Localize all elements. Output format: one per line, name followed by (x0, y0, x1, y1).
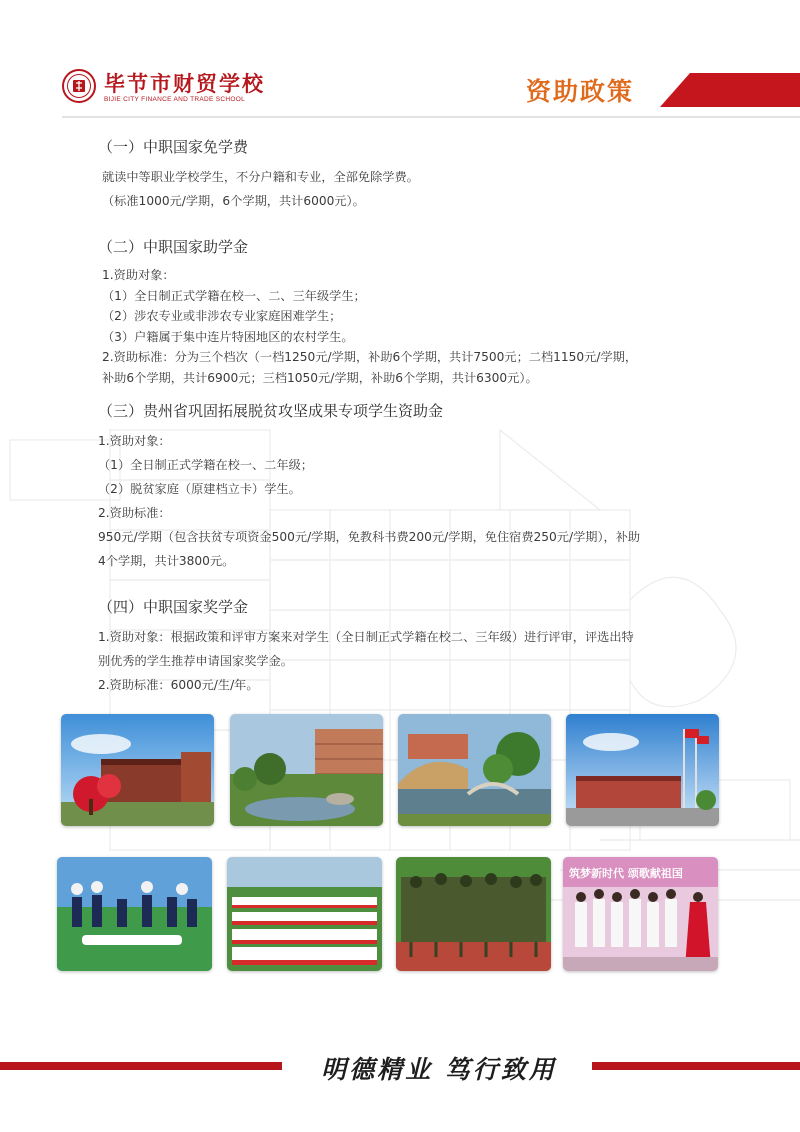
header-divider (62, 116, 800, 118)
section-national-scholarship (98, 596, 738, 697)
section-text-line: 1.资助对象：根据政策和评审方案来对学生（全日制正式学籍在校二、三年级）进行评审，评选出特 (98, 630, 634, 644)
section-title: （一）中职国家免学费 (98, 138, 249, 156)
footer-red-bar-left (0, 1062, 282, 1070)
section-text-line: 2.资助标准： (98, 506, 171, 520)
section-title: （四）中职国家奖学金 (98, 598, 249, 616)
section-text-line: 950元/学期（包含扶贫专项资金500元/学期，免教科书费200元/学期，免住宿费250元/学期），补助 (98, 530, 641, 544)
footer-red-bar-right (592, 1062, 800, 1070)
campus-building-red-tree-photo (61, 714, 214, 826)
campus-garden-pond-photo (230, 714, 383, 826)
campus-lake-bridge-photo (398, 714, 551, 826)
military-training-photo (396, 857, 551, 971)
school-name: 毕节市财贸学校 (104, 71, 265, 96)
school-name-english: BIJIE CITY FINANCE AND TRADE SCHOOL (104, 96, 246, 103)
page-title: 资助政策 (526, 77, 635, 106)
campus-flagpole-building-photo (566, 714, 719, 826)
section-text-line: 1.资助对象： (98, 434, 171, 448)
section-text-line: 就读中等职业学校学生，不分户籍和专业，全部免除学费。 (102, 170, 419, 184)
section-text-line: 2.资助标准：分为三个档次（一档1250元/学期，补助6个学期，共计7500元；二档1150元/学期， (102, 350, 638, 364)
section-poverty-alleviation-grant (98, 400, 738, 573)
section-text-line: 4个学期，共计3800元。 (98, 554, 235, 568)
section-national-grant (98, 236, 738, 388)
section-text-line: （2）脱贫家庭（原建档立卡）学生。 (98, 482, 301, 496)
school-logo-seal (62, 69, 96, 103)
students-sitting-field-photo (227, 857, 382, 971)
section-text-line: （2）涉农专业或非涉农专业家庭困难学生； (102, 309, 342, 323)
section-text-line: 2.资助标准：6000元/生/年。 (98, 678, 259, 692)
choir-performance-photo (563, 857, 718, 971)
section-title: （三）贵州省巩固拓展脱贫攻坚成果专项学生资助金 (98, 402, 444, 420)
section-text-line: （标准1000元/学期，6个学期，共计6000元）。 (102, 194, 365, 208)
school-motto: 明德精业 笃行致用 (321, 1055, 557, 1084)
section-text-line: 别优秀的学生推荐申请国家奖学金。 (98, 654, 293, 668)
section-text-line: 1.资助对象： (102, 268, 175, 282)
section-tuition-waiver (98, 136, 738, 213)
section-title: （二）中职国家助学金 (98, 238, 249, 256)
section-text-line: 补助6个学期，共计6900元；三档1050元/学期，补助6个学期，共计6300元）。 (102, 370, 538, 385)
cheerleading-team-photo (57, 857, 212, 971)
section-text-line: （3）户籍属于集中连片特困地区的农村学生。 (102, 329, 354, 344)
section-text-line: （1）全日制正式学籍在校一、二年级； (98, 458, 313, 472)
header-red-band (660, 73, 800, 107)
choir-banner-text: 筑梦新时代 颂歌献祖国 (569, 867, 683, 880)
section-text-line: （1）全日制正式学籍在校一、二、三年级学生； (102, 288, 366, 303)
